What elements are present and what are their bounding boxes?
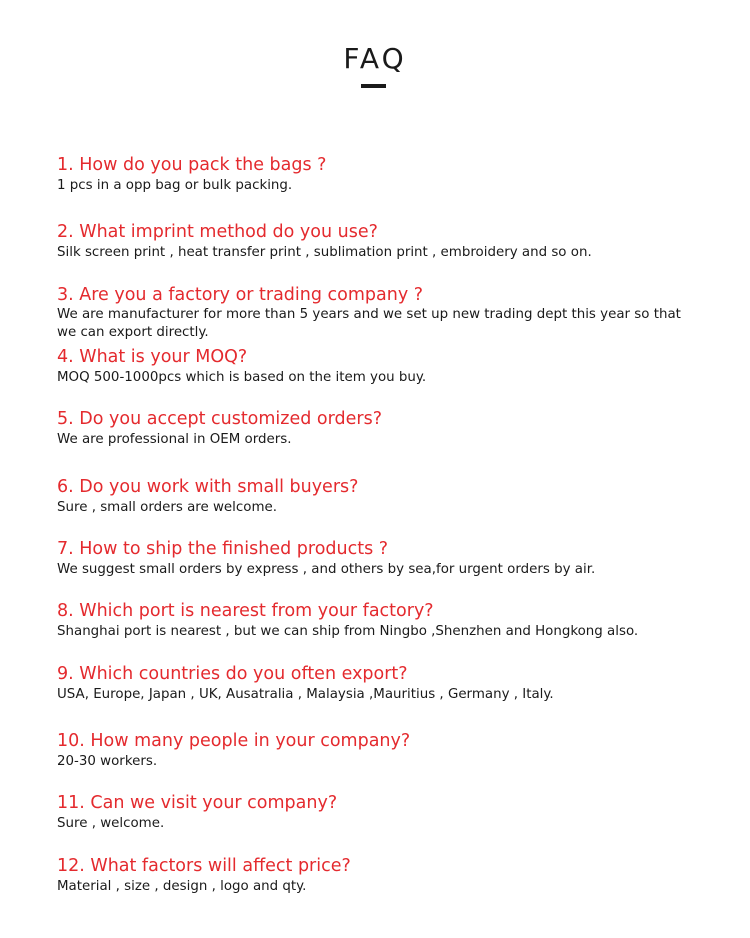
faq-answer: 1 pcs in a opp bag or bulk packing. <box>57 178 293 193</box>
faq-question: 5. Do you accept customized orders? <box>57 409 382 429</box>
faq-question: 1. How do you pack the bags ? <box>57 155 327 175</box>
faq-answer: Sure , welcome. <box>57 816 165 831</box>
faq-answer: Sure , small orders are welcome. <box>57 500 277 515</box>
faq-answer: We suggest small orders by express , and others by sea,for urgent orders by air. <box>57 562 596 577</box>
faq-item-6 <box>57 477 697 517</box>
faq-answer: 20-30 workers. <box>57 754 158 769</box>
faq-answer: Silk screen print , heat transfer print , sublimation print , embroidery and so on. <box>57 245 592 260</box>
page-title: FAQ <box>343 42 407 75</box>
faq-item-2 <box>57 222 697 262</box>
faq-answer: Material , size , design , logo and qty. <box>57 879 307 894</box>
faq-item-8 <box>57 601 697 641</box>
faq-item-5 <box>57 409 697 449</box>
faq-question: 2. What imprint method do you use? <box>57 222 378 242</box>
faq-item-12 <box>57 856 697 896</box>
faq-question: 6. Do you work with small buyers? <box>57 477 359 497</box>
faq-item-4 <box>57 347 697 387</box>
faq-question: 3. Are you a factory or trading company ? <box>57 285 424 305</box>
faq-answer: USA, Europe, Japan , UK, Ausatralia , Malaysia ,Mauritius , Germany , Italy. <box>57 687 554 702</box>
faq-question: 11. Can we visit your company? <box>57 793 338 813</box>
faq-item-10 <box>57 731 697 771</box>
faq-item-9 <box>57 664 697 704</box>
faq-question: 9. Which countries do you often export? <box>57 664 408 684</box>
faq-item-7 <box>57 539 697 579</box>
faq-question: 12. What factors will affect price? <box>57 856 351 876</box>
faq-answer: Shanghai port is nearest , but we can ship from Ningbo ,Shenzhen and Hongkong also. <box>57 624 639 639</box>
faq-item-3 <box>57 285 697 342</box>
faq-question: 10. How many people in your company? <box>57 731 411 751</box>
faq-question: 7. How to ship the finished products ? <box>57 539 389 559</box>
title-underline <box>361 84 386 88</box>
faq-question: 8. Which port is nearest from your factory? <box>57 601 434 621</box>
faq-answer: We are professional in OEM orders. <box>57 432 292 447</box>
faq-question: 4. What is your MOQ? <box>57 347 248 367</box>
faq-answer: MOQ 500-1000pcs which is based on the item you buy. <box>57 370 427 385</box>
faq-item-11 <box>57 793 697 833</box>
faq-answer: We are manufacturer for more than 5 years and we set up new trading dept this year so that we can export directly. <box>57 307 681 340</box>
faq-item-1 <box>57 155 697 195</box>
